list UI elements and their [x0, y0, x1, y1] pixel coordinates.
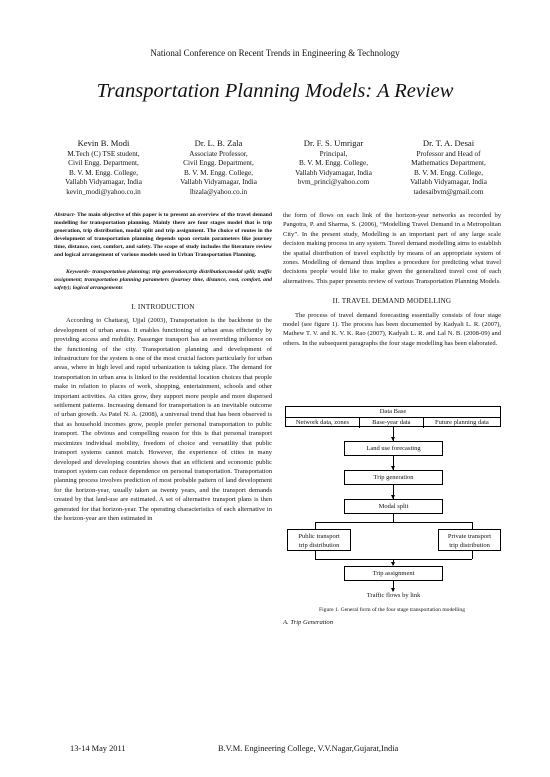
trip-assignment-box: Trip assignment: [344, 566, 443, 581]
author-line: Civil Engg. Department,: [183, 159, 254, 168]
author-3: [276, 137, 391, 197]
author-line: Principal,: [319, 150, 348, 158]
author-line: M.Tech (C) TSE student,: [67, 150, 140, 158]
author-line: B. V. M. Engg. College,: [298, 159, 369, 168]
traffic-flows-label: Traffic flows by link: [366, 592, 421, 599]
private-transport-box: Private transport trip distribution: [438, 529, 501, 551]
figure-caption: Figure 1. General form of the four stage transportation modelling: [318, 607, 466, 613]
connector: [315, 522, 316, 529]
public-transport-box: Public transport trip distribution: [287, 529, 351, 551]
author-email[interactable]: tadesaibvm@gmail.com: [413, 187, 484, 196]
author-block: [46, 137, 506, 197]
input-base-year: Base-year data: [360, 418, 424, 428]
author-line: Vallabh Vidyamagar, India: [295, 168, 372, 177]
author-line: Civil Engg. Department,: [68, 159, 139, 168]
author-email[interactable]: lbzala@yahoo.co.in: [189, 187, 248, 196]
keywords: Keywords- transportation planning; trip generation;trip distribution;modal split; traffic assignment; transportation planning parameters (journey time, distance, cost, comfort, and safety); logical arrangements: [54, 269, 272, 291]
section-heading-travel-demand: II. TRAVEL DEMAND MODELLING: [332, 297, 452, 306]
abstract-text: The main objective of this paper is to present an overview of the travel demand modelling for transportation planning. Mainly there are four stages model that is trip generation, trip distribution, modal split and trip assignment. The choice of routes in the development of transportation planning depends upon certain parameters like journey time, distance, cost, comfort, and safety. The scope of study includes the literature review and logical arrangement of various models used in Urban Transportation Planning.: [54, 212, 272, 258]
connector: [393, 514, 394, 522]
author-line: Vallabh Vidyamagar, India: [180, 178, 257, 187]
connector: [472, 551, 473, 559]
author-name: Dr. T. A. Desai: [422, 138, 475, 148]
author-1: [46, 137, 161, 197]
author-2: [161, 137, 276, 197]
input-future-planning: Future planning data: [435, 419, 489, 426]
paper-title: Transportation Planning Models: A Review: [96, 80, 454, 102]
section-heading-introduction: I. INTRODUCTION: [131, 303, 195, 311]
modal-split-box: Modal split: [344, 499, 443, 514]
connector: [315, 522, 472, 523]
intro-continuation: the form of flows on each link of the horizon-year networks as recorded by Pangotra, P. and Sharma, S. (2006), “Modelling Travel Demand in a Metropolitan City”. In the present study, Modelling is an important part of any large scale decision making process in any system. Travel demand modelling aims to establish the spatial distribution of travel explicitly by means of an appropriate system of zones. Modelling of demand thus implies a procedure for predicting what travel decisions people would like to make given the generalized travel cost of each alternatives. This paper presents review of various Transportation Planning Models.: [283, 212, 501, 285]
author-email[interactable]: kevin_modi@yahoo.co.in: [66, 187, 141, 196]
left-column: [54, 211, 272, 523]
author-4: [391, 137, 506, 197]
author-email[interactable]: bvm_princi@yahoo.com: [297, 178, 370, 187]
footer-venue: B.V.M. Engineering College, V.V.Nagar,Gujarat,India: [218, 744, 399, 753]
author-line: Vallabh Vidyamagar, India: [65, 178, 142, 187]
database-label: Data Base: [286, 407, 500, 418]
author-line: B. V. M. Engg. College,: [183, 168, 254, 177]
connector: [315, 551, 316, 559]
subsection-heading: A. Trip Generation: [283, 619, 334, 626]
right-column: [283, 211, 501, 348]
author-name: Dr. F. S. Umrigar: [303, 138, 364, 148]
author-line: B. V. M. Engg. College,: [68, 168, 139, 177]
author-line: Mathematics Department,: [411, 159, 486, 168]
four-stage-flowchart: [285, 406, 501, 606]
travel-demand-text: The process of travel demand forecasting essentially consists of four stage model (see figure 1). The process has been documented by Kadyali L. R. (2007), Mathew T. V. and K. V. K. Rao (2007), Kadyali L. R. and Lal N. B. (2008-09) and others. In the subsequent paragraphs the four stage modelling has been elaborated.: [283, 311, 501, 347]
abstract: [54, 211, 272, 259]
author-name: Dr. L. B. Zala: [194, 138, 243, 148]
trip-generation-box: Trip generation: [344, 470, 443, 485]
author-line: Associate Professor,: [189, 150, 248, 158]
running-head: National Conference on Recent Trends in Engineering & Technology: [150, 48, 400, 58]
input-network-data: Network data, zones: [286, 418, 360, 428]
abstract-label: Abstract-: [54, 212, 76, 218]
author-line: Vallabh Vidyamagar, India: [410, 178, 487, 187]
land-use-box: Land use forecasting: [344, 441, 443, 456]
database-box: [285, 406, 501, 427]
footer-date: 13-14 May 2011: [70, 744, 126, 753]
author-line: B. V. M. Engg. College,: [413, 168, 484, 177]
introduction-text: According to Chattaraj, Ujjal (2003), Transportation is the backbone to the development of urban areas. It enables functioning of urban areas efficiently by providing access and mobility. Passenger transport has an overriding influence on the functioning of the city. Transportation planning and development of infrastructure for the system is one of the most crucial factors particularly for urban areas, where in high level and rapid urbanization is taking place. The demand for transportation in urban area is linked to the residential location choices that people make in relation to places of work, shopping, entertainment, schools and other important activities. As cities grow, they support more people and more dispersed settlement patterns. Increasing demand for transportation is an inevitable outcome of urban growth. As Patel N. A. (2008), a universal trend that has been observed is that as household incomes grow, people prefer personal transportation to public transport. The obvious and compelling reason for this is that personal transport maximizes individual mobility, freedom of choice and versatility that public transport systems cannot match. However, the experience of cities in many developed and developing countries shows that an efficient and economic public transport system can reduce dependence on personal transportation. Transportation planning process involves prediction of most probable pattern of land development for the horizon-year, usually taken as twenty years, and the transport demands created by that land-use are estimated. A set of alternative transport plans is then generated for that horizon-year. The operating characteristics of each alternative in the horizon-year are then estimated in: [54, 317, 272, 522]
author-name: Kevin B. Modi: [77, 138, 130, 148]
connector: [472, 522, 473, 529]
author-line: Professor and Head of: [416, 150, 481, 158]
